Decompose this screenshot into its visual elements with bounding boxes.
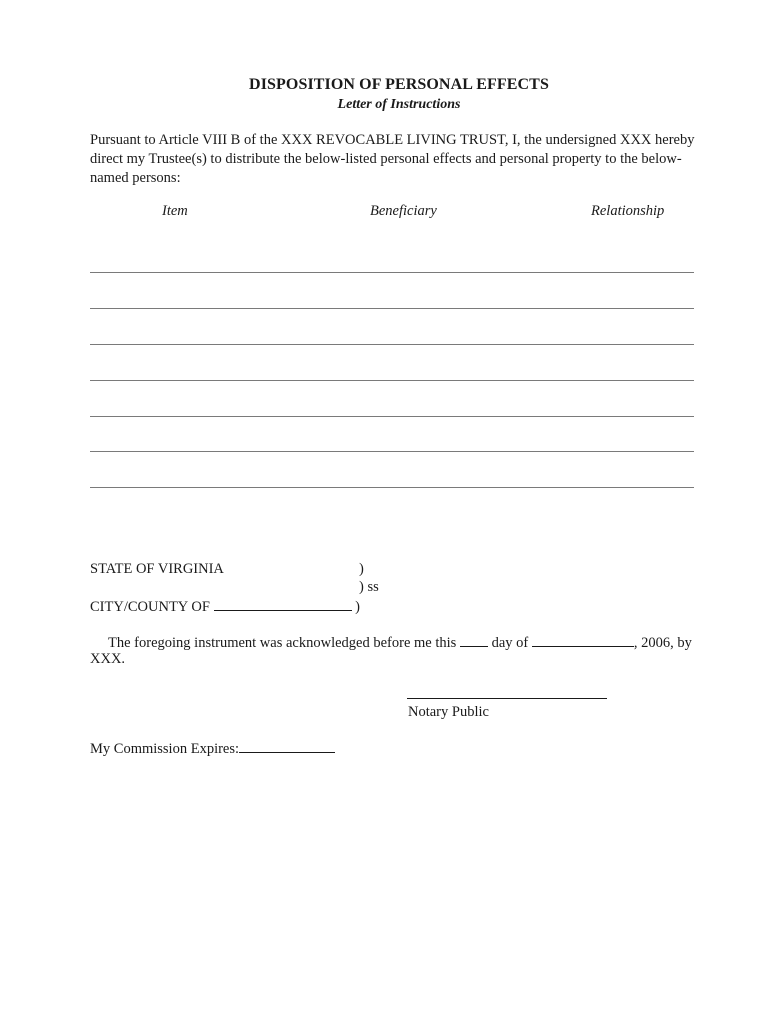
county-blank[interactable] <box>214 596 352 611</box>
acknowledgment-line <box>108 632 692 652</box>
document-subtitle: Letter of Instructions <box>337 97 461 112</box>
ack-text-1: The foregoing instrument was acknowledged before me this <box>108 635 457 651</box>
entry-line-3[interactable] <box>90 344 694 345</box>
entry-line-4[interactable] <box>90 380 694 381</box>
county-line <box>90 596 360 616</box>
entry-line-1[interactable] <box>90 272 694 273</box>
ack-text-2: day of <box>491 635 529 651</box>
commission-blank[interactable] <box>239 738 335 753</box>
column-header-item: Item <box>162 203 188 219</box>
ack-text-3: , 2006, by <box>633 635 692 651</box>
paren-ss: ) ss <box>359 579 379 595</box>
intro-paragraph: Pursuant to Article VIII B of the XXX REVOCABLE LIVING TRUST, I, the undersigned XXX hereby direct my Trustee(s) to distribute the below-listed personal effects and personal property to the below-named persons: <box>90 132 695 186</box>
paren-1: ) <box>359 561 364 577</box>
ack-name: XXX. <box>90 651 126 667</box>
entry-line-2[interactable] <box>90 308 694 309</box>
column-header-relationship: Relationship <box>591 203 665 219</box>
entry-line-6[interactable] <box>90 451 694 452</box>
column-header-beneficiary: Beneficiary <box>370 203 437 219</box>
notary-signature-line[interactable] <box>407 698 607 699</box>
entry-line-5[interactable] <box>90 416 694 417</box>
notary-public-label: Notary Public <box>408 704 489 720</box>
day-blank[interactable] <box>460 632 488 647</box>
state-label: STATE OF VIRGINIA <box>90 561 224 577</box>
commission-line <box>90 738 335 758</box>
entry-line-7[interactable] <box>90 487 694 488</box>
county-label: CITY/COUNTY OF <box>90 599 210 615</box>
document-title: DISPOSITION OF PERSONAL EFFECTS <box>249 76 549 93</box>
month-blank[interactable] <box>532 632 634 647</box>
commission-label: My Commission Expires: <box>90 741 240 757</box>
paren-3: ) <box>355 599 360 615</box>
